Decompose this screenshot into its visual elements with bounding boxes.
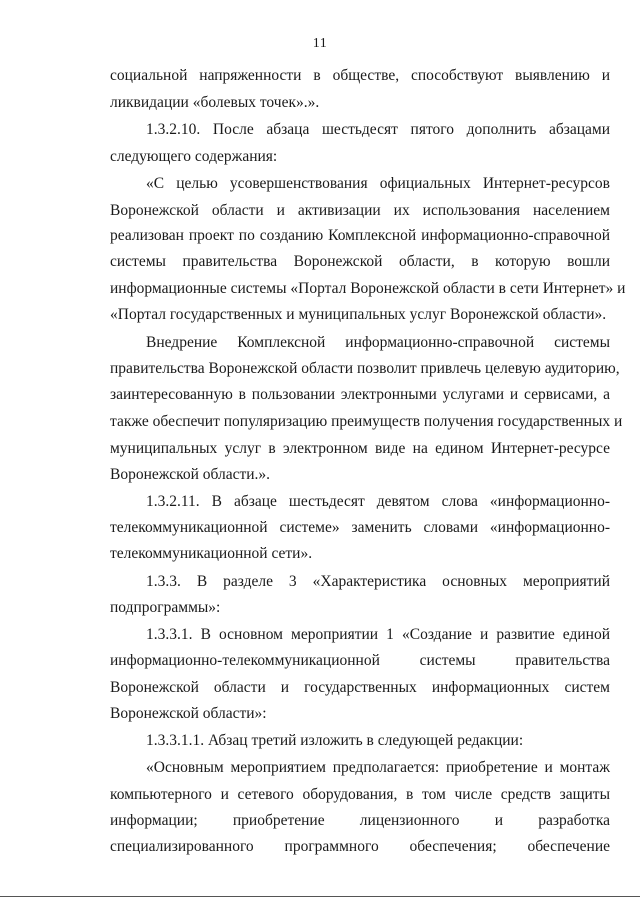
text-line: социальной напряженности в обществе, способствуют выявлению и: [110, 67, 610, 84]
text-line: Воронежской области и активизации их использования населением: [110, 202, 610, 219]
text-line: информационно-телекоммуникационной системы правительства: [110, 652, 610, 669]
text-line: 1.3.2.10. После абзаца шестьдесят пятого дополнить абзацами: [146, 121, 610, 138]
text-line: телекоммуникационной сети».: [110, 545, 313, 562]
page-number: 11: [312, 36, 328, 51]
text-line: ликвидации «болевых точек».».: [110, 94, 320, 111]
text-line: компьютерного и сетевого оборудования, в том числе средств защиты: [110, 786, 610, 803]
text-line: Воронежской области.».: [110, 466, 271, 483]
text-line: заинтересованную в пользовании электронными услугами и сервисами, а: [110, 386, 610, 403]
text-line: «Портал государственных и муниципальных услуг Воронежской области».: [110, 306, 607, 323]
text-line: «Основным мероприятием предполагается: приобретение и монтаж: [146, 759, 610, 776]
text-line: специализированного программного обеспечения; обеспечение: [110, 838, 610, 855]
text-line: 1.3.3.1. В основном мероприятии 1 «Создание и развитие единой: [146, 626, 610, 643]
text-line: информационные системы «Портал Воронежской области в сети Интернет» и: [110, 280, 626, 297]
text-line: Внедрение Комплексной информационно-справочной системы: [146, 334, 610, 351]
text-line: муниципальных услуг в электронном виде на едином Интернет-ресурсе: [110, 440, 610, 457]
text-line: следующего содержания:: [110, 148, 278, 165]
text-line: подпрограммы»:: [110, 599, 221, 616]
text-line: «С целью усовершенствования официальных Интернет-ресурсов: [146, 175, 610, 192]
text-line: телекоммуникационной системе» заменить словами «информационно-: [110, 519, 610, 536]
text-line: информации; приобретение лицензионного и разработка: [110, 812, 610, 829]
text-line: реализован проект по созданию Комплексной информационно-справочной: [110, 227, 610, 244]
text-line: 1.3.3. В разделе 3 «Характеристика основных мероприятий: [146, 573, 610, 590]
text-line: 1.3.2.11. В абзаце шестьдесят девятом слова «информационно-: [146, 493, 610, 510]
text-line: Воронежской области и государственных информационных систем: [110, 679, 610, 696]
text-line: также обеспечит популяризацию преимуществ получения государственных и: [110, 413, 623, 430]
text-line: правительства Воронежской области позволит привлечь целевую аудиторию,: [110, 360, 620, 377]
text-line: Воронежской области»:: [110, 705, 267, 722]
text-line: 1.3.3.1.1. Абзац третий изложить в следующей редакции:: [146, 732, 524, 749]
page-bottom-rule: [0, 896, 640, 897]
text-line: системы правительства Воронежской области, в которую вошли: [110, 253, 610, 270]
